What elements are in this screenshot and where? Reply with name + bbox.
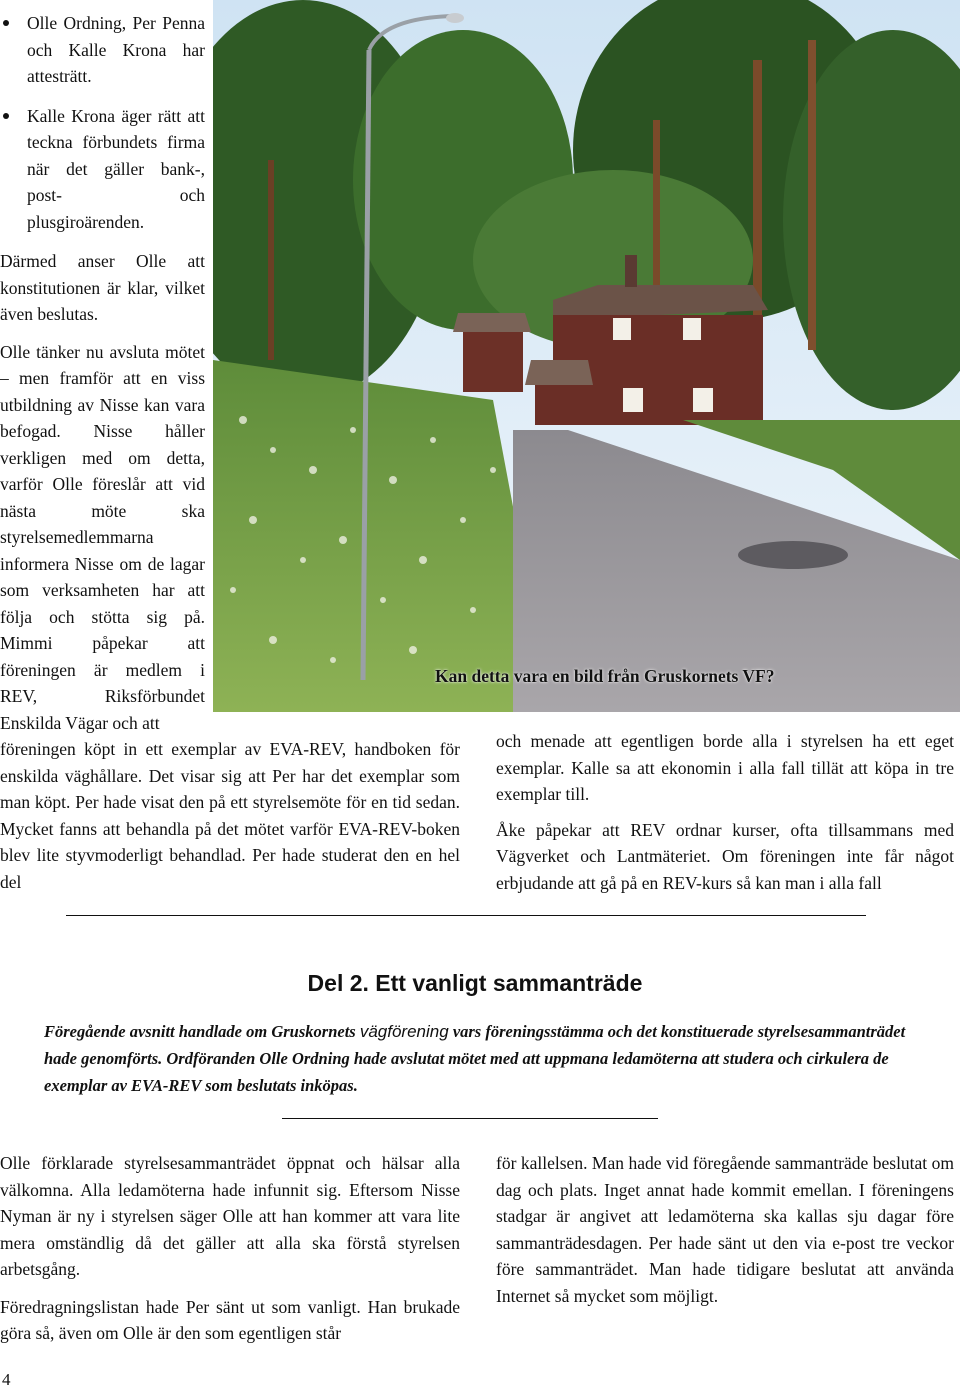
intro-text-2: vars föreningsstämma och det konstituerade styrelsesammanträdet hade genomförts. Ordföranden Olle Ordning hade avslutat mötet med att uppmana ledamöterna att studera och cirkulera de exemplar av EVA-REV som beslutats inköpas. xyxy=(44,1022,906,1095)
paragraph-kallelse: för kallelsen. Man hade vid föregående sammanträde beslutat om dag och plats. Inget annat hade kommit emellan. I föreningens stadgar är angivet att ledamöterna ska kallas sju dagar före sammanträdesdagen. Per hade sänt ut den via e-post tre veckor före sammanträdet. Man hade tidigare beslutat att använda Internet så mycket som möjligt. xyxy=(496,1153,954,1306)
left-column-top xyxy=(0,10,205,747)
road-house-photo xyxy=(213,0,960,712)
bullet-firma: Kalle Krona äger rätt att teckna förbundets firma när det gäller bank-, post- och plusgiroärenden. xyxy=(0,103,205,236)
section-heading: Del 2. Ett vanligt sammanträde xyxy=(307,970,643,996)
divider-top xyxy=(66,915,866,916)
paragraph-valkomna: Olle förklarade styrelsesammanträdet öppnat och hälsar alla välkomna. Alla ledamöterna hade infunnit sig. Eftersom Nisse Nyman är ny i styrelsen säger Olle att han kommer att vara lite mera omständlig då det gäller att alla ska förstå styrelsen arbetsgång. xyxy=(0,1153,460,1279)
page-number: 4 xyxy=(2,1370,11,1389)
intro-text-1: Föregående avsnitt handlade om Gruskornets xyxy=(44,1022,360,1041)
divider-bottom xyxy=(282,1118,658,1119)
paragraph-utbildning: Olle tänker nu avsluta mötet – men framför att en viss utbildning av Nisse kan vara befogad. Nisse håller verkligen med om detta, varför Olle föreslår att vid nästa möte ska styrelsemedlemmarna informera Nisse om de lagar som verksamheten har att följa och stötta sig på. Mimmi påpekar att föreningen är medlem i REV, Riksförbundet Enskilda Vägar och att xyxy=(0,341,205,733)
intro-word: vägförening xyxy=(359,1022,449,1041)
paragraph-foredragningslista: Föredragningslistan hade Per sänt ut som vanligt. Han brukade göra så, även om Olle är den som egentligen står xyxy=(0,1296,460,1343)
left-column-continued xyxy=(0,736,460,895)
paragraph-exemplar: och menade att egentligen borde alla i styrelsen ha ett eget exemplar. Kalle sa att ekonomin i alla fall tillät att köpa in tre exemplar till. xyxy=(496,731,954,804)
section-intro xyxy=(44,1018,914,1099)
paragraph-konstitution: Därmed anser Olle att konstitutionen är klar, vilket även beslutas. xyxy=(0,251,205,324)
right-column-top xyxy=(496,728,954,905)
photo-caption: Kan detta vara en bild från Gruskornets VF? xyxy=(435,666,775,686)
bottom-right-column xyxy=(496,1150,954,1309)
paragraph-rev-kurser: Åke påpekar att REV ordnar kurser, ofta tillsammans med Vägverket och Lantmäteriet. Om föreningen inte får något erbjudande att gå på en REV-kurs så kan man i alla fall xyxy=(496,819,954,893)
bottom-left-column xyxy=(0,1150,460,1358)
bullet-attesttratt: Olle Ordning, Per Penna och Kalle Krona har attesträtt. xyxy=(0,10,205,90)
bullet-list xyxy=(0,10,205,235)
paragraph-eva-rev: föreningen köpt in ett exemplar av EVA-REV, handboken för enskilda väghållare. Det visar sig att Per har det exemplar som man köpt. Per hade visat den på ett styrelsemöte för en tid sedan. Mycket fanns att behandla på det mötet varför EVA-REV-boken blev lite styvmoderligt behandlad. Per hade studerat den en hel del xyxy=(0,739,460,892)
photo-illustration xyxy=(213,0,960,712)
